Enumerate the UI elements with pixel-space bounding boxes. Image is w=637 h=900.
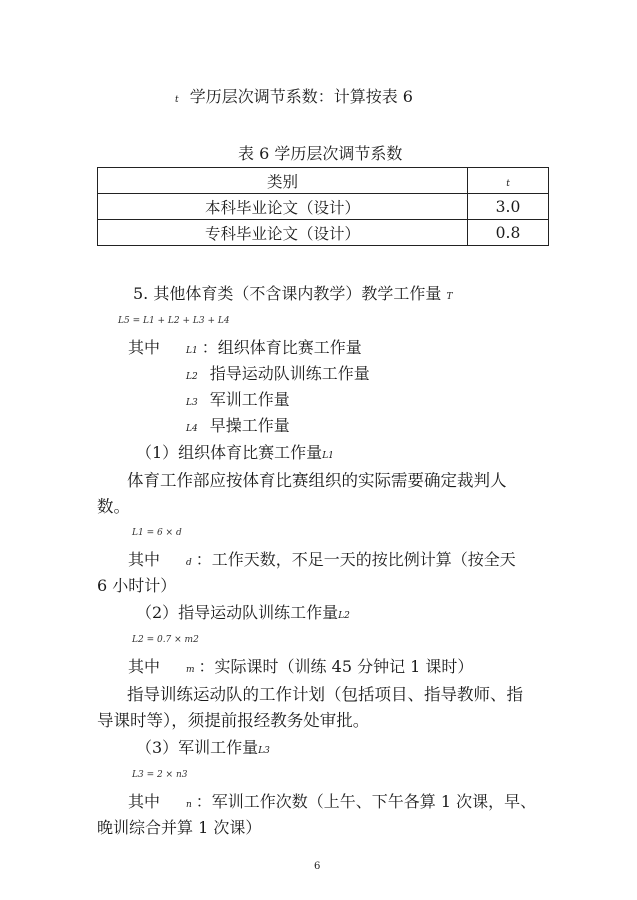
table-row xyxy=(98,194,549,220)
sub-3-where-line-1: n ：军训工作次数（上午、下午各算 1 次课，早、 xyxy=(186,792,537,811)
table-caption: 表 6 学历层次调节系数 xyxy=(238,144,403,163)
sub-3-formula: L3 = 2 × n3 xyxy=(132,770,188,780)
section-5-where-label: 其中 xyxy=(128,338,161,357)
sub-3-where-line-2: 晚训综合并算 1 次课） xyxy=(97,818,262,837)
section-5-heading-text: 5. 其他体育类（不含课内教学）教学工作量 xyxy=(133,284,442,303)
table-6 xyxy=(97,167,549,246)
sub-2-heading: （2）指导运动队训练工作量L2 xyxy=(136,603,350,622)
sub-1-where-line-1: d ：工作天数，不足一天的按比例计算（按全天 xyxy=(186,550,516,569)
section-5-item-3: L3 军训工作量 xyxy=(186,390,290,409)
var-T: T xyxy=(446,292,453,302)
sub-1-heading: （1）组织体育比赛工作量L1 xyxy=(136,443,334,462)
sub-1-where-label: 其中 xyxy=(128,550,161,569)
table-cell: 3.0 xyxy=(468,194,549,220)
sub-2-paragraph-line-2: 导课时等），须提前报经教务处审批。 xyxy=(97,711,370,730)
table-header-category: 类别 xyxy=(98,168,468,194)
sub-2-where-line: m ：实际课时（训练 45 分钟记 1 课时） xyxy=(186,657,474,676)
sub-3-where-label: 其中 xyxy=(128,792,161,811)
sub-1-formula: L1 = 6 × d xyxy=(132,528,182,538)
table-row xyxy=(98,220,549,246)
table-cell: 0.8 xyxy=(468,220,549,246)
table-header-t: t xyxy=(468,168,549,194)
var-t: t xyxy=(175,95,179,105)
table-header-row xyxy=(98,168,549,194)
section-5-item-2: L2 指导运动队训练工作量 xyxy=(186,364,370,383)
coefficient-intro-text: 学历层次调节系数：计算按表 6 xyxy=(189,87,413,106)
coefficient-intro-line xyxy=(175,84,413,107)
sub-1-paragraph-line-2: 数。 xyxy=(97,497,130,516)
section-5-formula: L5 = L1 + L2 + L3 + L4 xyxy=(118,316,230,326)
section-5-item-1: L1 ：组织体育比赛工作量 xyxy=(186,338,362,357)
page-number: 6 xyxy=(314,861,321,872)
sub-1-paragraph-line-1: 体育工作部应按体育比赛组织的实际需要确定裁判人 xyxy=(127,471,507,490)
section-5-heading xyxy=(133,281,452,304)
sub-2-formula: L2 = 0.7 × m2 xyxy=(132,635,199,645)
sub-2-paragraph-line-1: 指导训练运动队的工作计划（包括项目、指导教师、指 xyxy=(127,685,523,704)
section-5-item-4: L4 早操工作量 xyxy=(186,416,290,435)
sub-3-heading: （3）军训工作量L3 xyxy=(136,738,270,757)
table-cell: 专科毕业论文（设计） xyxy=(98,220,468,246)
table-cell: 本科毕业论文（设计） xyxy=(98,194,468,220)
sub-2-where-label: 其中 xyxy=(128,657,161,676)
sub-1-where-line-2: 6 小时计） xyxy=(97,576,177,595)
